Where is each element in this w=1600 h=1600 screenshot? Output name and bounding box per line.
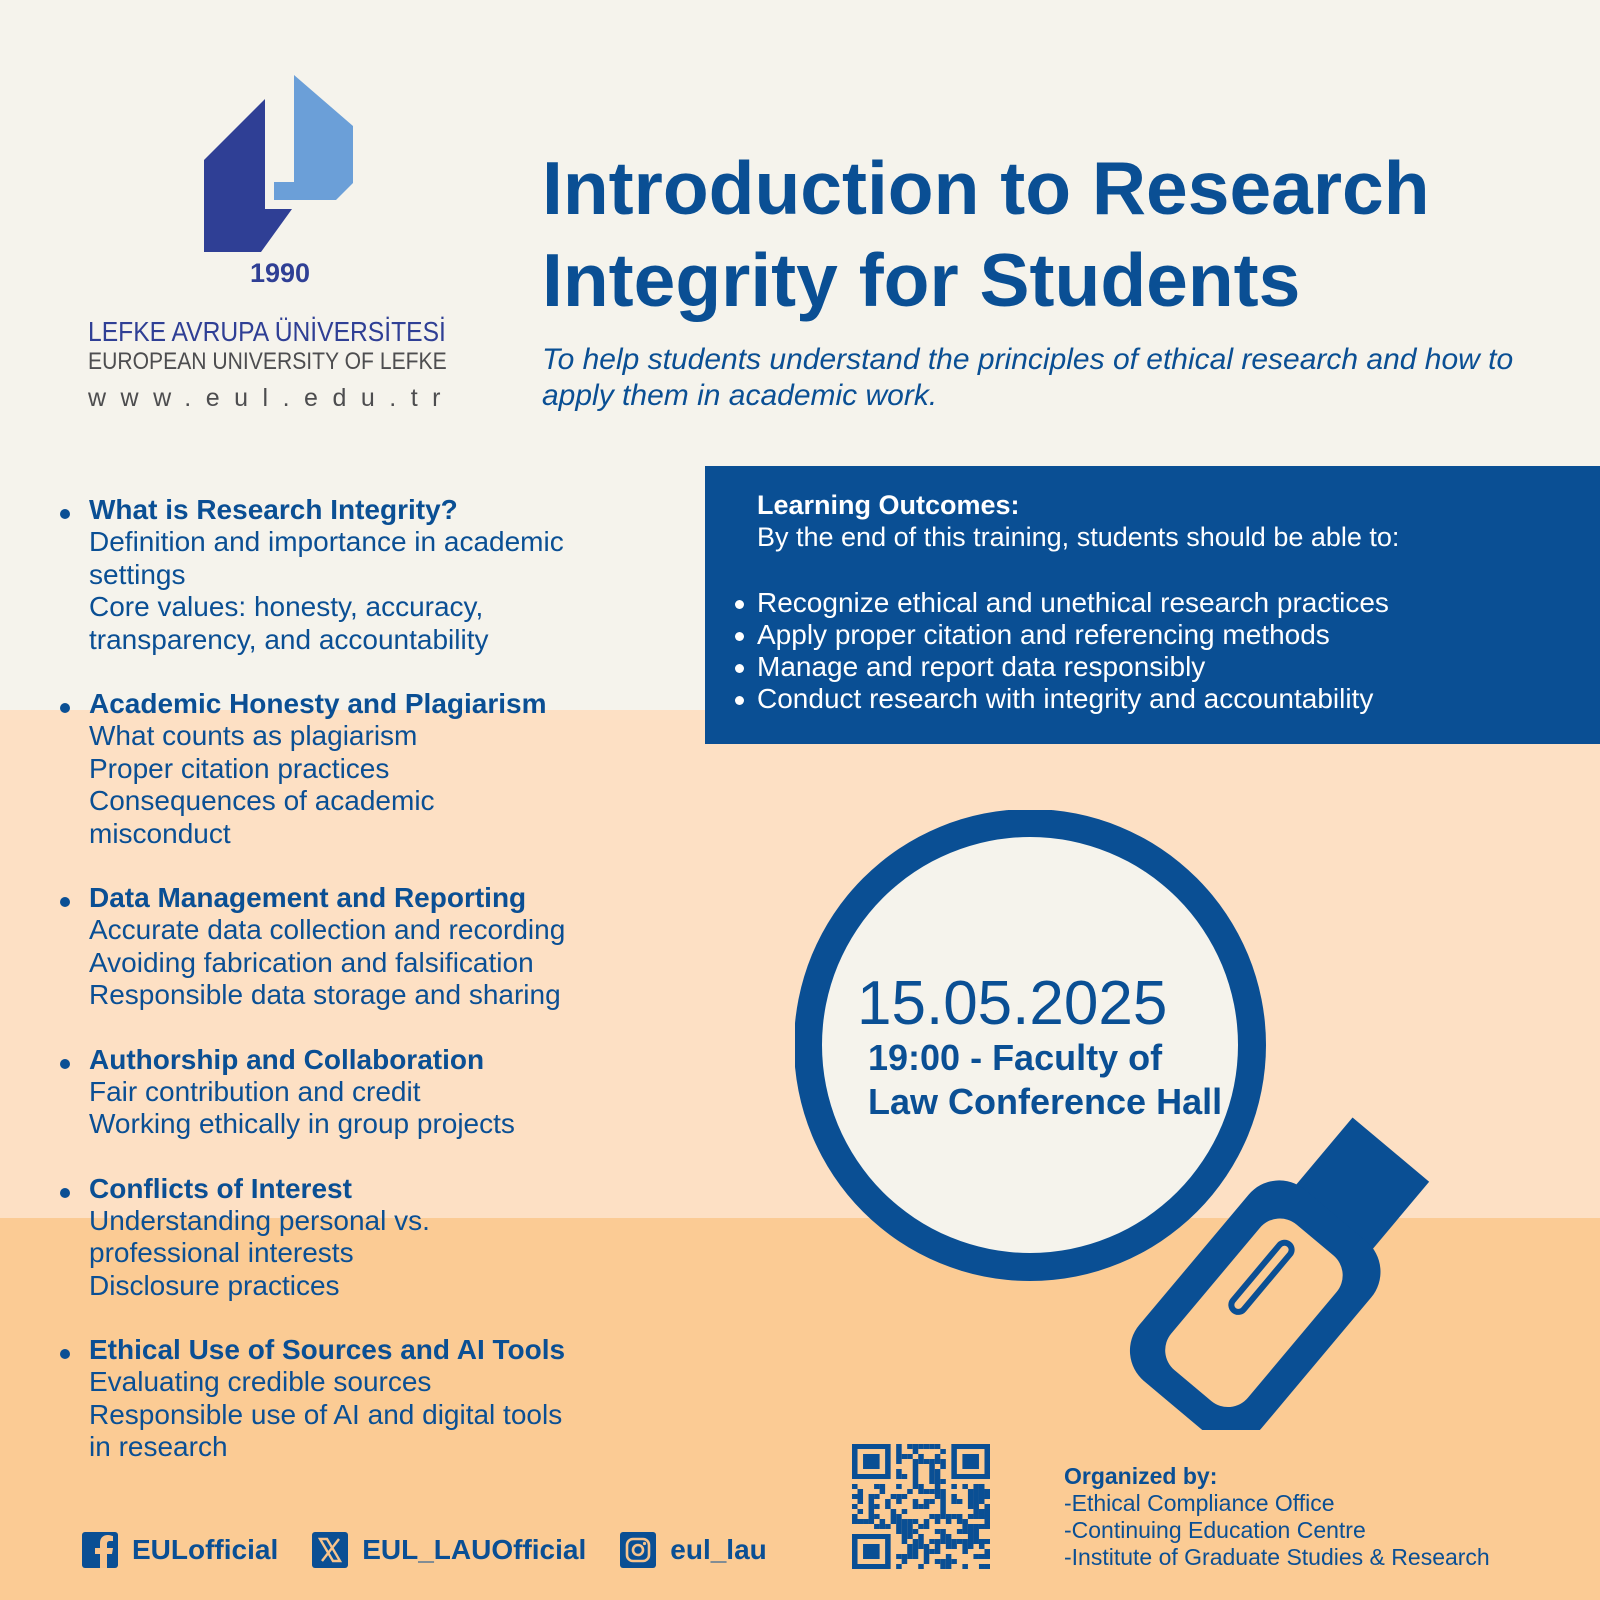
facebook-handle: EULofficial (132, 1534, 279, 1565)
bullet-icon (735, 632, 744, 641)
topic-item (60, 688, 660, 850)
topic-detail: Definition and importance in academic (89, 526, 564, 557)
university-name-en: EUROPEAN UNIVERSITY OF LEFKE (88, 348, 447, 375)
learning-outcomes-title: Learning Outcomes: (757, 490, 1020, 520)
topic-heading: Ethical Use of Sources and AI Tools (89, 1334, 566, 1365)
topic-detail: misconduct (89, 817, 231, 849)
university-website-link[interactable]: www.eul.edu.tr (88, 384, 455, 412)
learning-outcome-item (733, 619, 1389, 651)
topic-detail: transparency, and accountability (89, 623, 489, 655)
topic-item (60, 1044, 660, 1141)
bullet-icon (60, 1349, 70, 1359)
topic-heading: Authorship and Collaboration (89, 1043, 485, 1075)
topic-detail: Consequences of academic (89, 785, 435, 816)
learning-outcomes-intro: By the end of this training, students should be able to: (757, 522, 1400, 552)
instagram-icon (620, 1532, 656, 1568)
topic-detail: Core values: honesty, accuracy, (89, 591, 484, 622)
organizers-block (1064, 1462, 1490, 1571)
bullet-icon (60, 1188, 70, 1198)
event-time-location: 19:00 - Faculty of Law Conference Hall (868, 1037, 1223, 1122)
learning-outcome-text: Apply proper citation and referencing methods (757, 619, 1330, 650)
topic-detail: Responsible data storage and sharing (89, 979, 561, 1010)
university-logo-icon (200, 72, 360, 262)
topic-detail: Fair contribution and credit (89, 1075, 421, 1107)
learning-outcomes-list (733, 587, 1389, 715)
topic-detail: Responsible use of AI and digital tools (89, 1398, 563, 1430)
learning-outcome-text: Recognize ethical and unethical research practices (757, 587, 1389, 618)
facebook-icon (82, 1532, 118, 1568)
event-date: 15.05.2025 (857, 969, 1168, 1038)
topic-detail: professional interests (89, 1237, 354, 1268)
topic-detail: Evaluating credible sources (89, 1366, 432, 1397)
bullet-icon (60, 703, 70, 713)
organizer-item: -Ethical Compliance Office (1064, 1490, 1335, 1516)
university-name-tr: LEFKE AVRUPA ÜNİVERSİTESİ (88, 316, 446, 347)
x-link[interactable] (312, 1532, 586, 1568)
poster-title: Introduction to Research Integrity for Students (542, 146, 1430, 322)
topic-heading: Data Management and Reporting (89, 882, 527, 913)
organizer-item: -Institute of Graduate Studies & Research (1064, 1544, 1490, 1570)
topic-item (60, 882, 660, 1012)
topic-detail: Proper citation practices (89, 752, 390, 784)
bullet-icon (60, 509, 70, 519)
topic-heading: What is Research Integrity? (89, 494, 458, 525)
topic-item (60, 1173, 660, 1303)
learning-outcome-item (733, 587, 1389, 619)
topic-detail: settings (89, 558, 186, 590)
topic-detail: Avoiding fabrication and falsification (89, 946, 534, 978)
topic-item (60, 1334, 660, 1464)
topic-detail: in research (89, 1431, 228, 1462)
poster-subtitle: To help students understand the principles of ethical research and how to apply them in academic work. (542, 343, 1514, 412)
bullet-icon (735, 696, 744, 705)
bullet-icon (60, 897, 70, 907)
topics-list (60, 494, 660, 1496)
bullet-icon (60, 1059, 70, 1069)
learning-outcome-item (733, 683, 1389, 715)
topic-item (60, 494, 660, 656)
facebook-link[interactable] (82, 1532, 278, 1568)
learning-outcome-item (733, 651, 1389, 683)
instagram-handle: eul_lau (670, 1534, 767, 1565)
topic-detail: Disclosure practices (89, 1269, 340, 1301)
learning-outcome-text: Conduct research with integrity and accountability (757, 683, 1374, 714)
x-handle: EUL_LAUOfficial (362, 1534, 587, 1565)
x-icon (312, 1532, 348, 1568)
bullet-icon (735, 664, 744, 673)
organizer-item: -Continuing Education Centre (1064, 1517, 1366, 1543)
topic-heading: Conflicts of Interest (89, 1172, 352, 1204)
topic-detail: Accurate data collection and recording (89, 914, 566, 945)
topic-detail: Working ethically in group projects (89, 1108, 515, 1139)
organizers-title: Organized by: (1064, 1463, 1218, 1489)
social-links (82, 1530, 767, 1570)
logo-year: 1990 (249, 258, 311, 288)
learning-outcomes-panel (705, 466, 1600, 744)
topic-detail: What counts as plagiarism (89, 720, 418, 751)
qr-code[interactable] (852, 1444, 990, 1569)
learning-outcome-text: Manage and report data responsibly (757, 651, 1206, 682)
topic-detail: Understanding personal vs. (89, 1204, 430, 1236)
instagram-link[interactable] (620, 1532, 766, 1568)
topic-heading: Academic Honesty and Plagiarism (89, 688, 547, 719)
bullet-icon (735, 600, 744, 609)
